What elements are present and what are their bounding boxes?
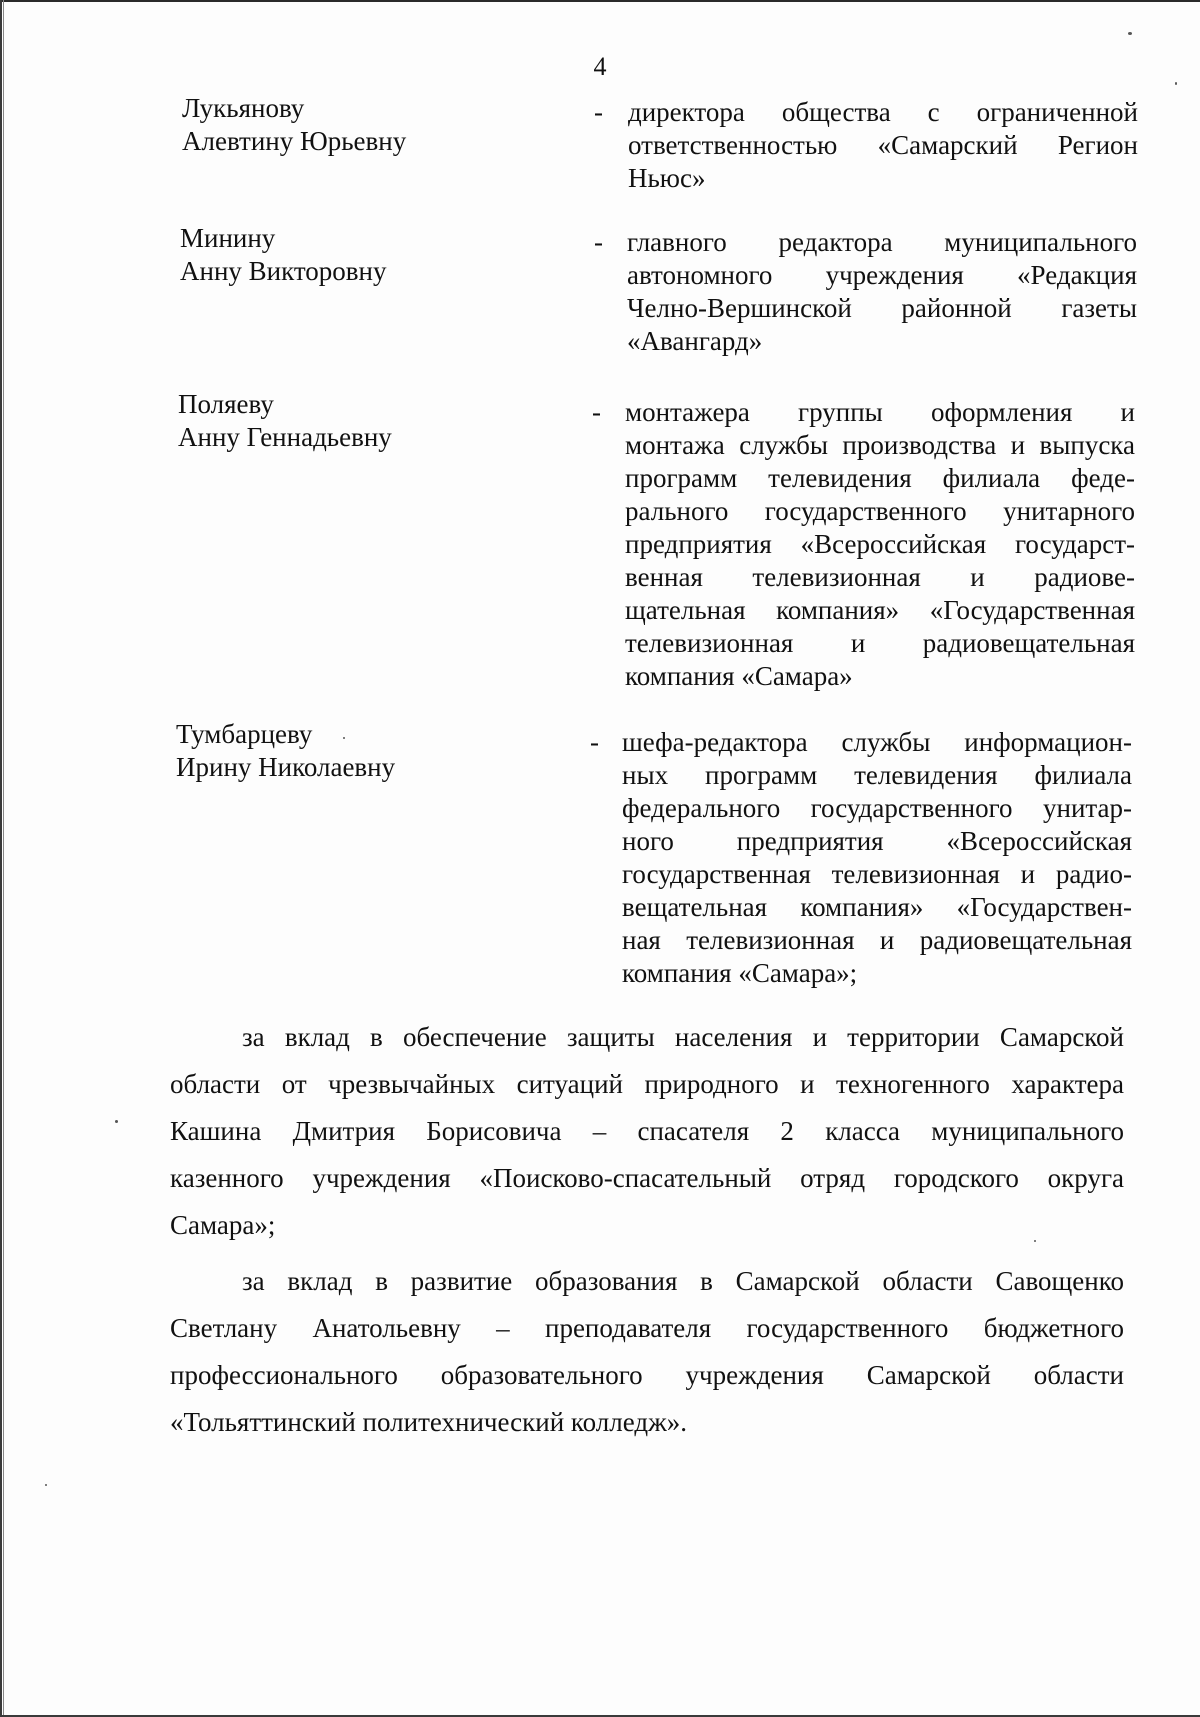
scan-speck — [1175, 82, 1177, 85]
position-line: щательная компания» «Государственная — [625, 595, 1135, 625]
position-line: Ньюс» — [628, 163, 706, 193]
entry-dash: - — [592, 397, 601, 427]
person-name — [180, 222, 387, 288]
name-line: Лукьянову — [182, 93, 305, 123]
entry-dash: - — [594, 227, 603, 257]
scan-edge-top — [0, 0, 1200, 2]
position-line: «Авангард» — [627, 326, 763, 356]
paragraph-line: профессионального образовательного учреждения Самарской области — [170, 1360, 1124, 1390]
person-name — [178, 388, 392, 454]
name-line: Анну Геннадьевну — [178, 422, 392, 452]
name-line: Поляеву — [178, 389, 274, 419]
paragraph-line: Кашина Дмитрия Борисовича – спасателя 2 класса муниципального — [170, 1116, 1124, 1146]
name-line: Тумбарцеву — [176, 719, 313, 749]
position-line: предприятия «Всероссийская государст- — [625, 529, 1135, 559]
paragraph-line: за вклад в обеспечение защиты населения и территории Самарской — [242, 1022, 1124, 1052]
position-line: компания «Самара» — [625, 661, 853, 691]
person-name — [182, 92, 406, 158]
award-paragraph — [170, 1014, 1124, 1249]
position-line: рального государственного унитарного — [625, 496, 1135, 526]
scan-speck — [45, 1484, 47, 1486]
paragraph-line: Самара»; — [170, 1210, 276, 1240]
scan-speck — [1128, 32, 1132, 35]
position-line: вещательная компания» «Государствен- — [622, 892, 1132, 922]
paragraph-line: «Тольяттинский политехнический колледж». — [170, 1407, 687, 1437]
position-line: венная телевизионная и радиове- — [625, 562, 1135, 592]
page-number: 4 — [593, 52, 607, 81]
entry-dash: - — [594, 97, 603, 127]
position-line: ных программ телевидения филиала — [622, 760, 1132, 790]
person-name — [176, 718, 395, 784]
position-line: компания «Самара»; — [622, 958, 858, 988]
scan-speck — [1034, 1240, 1036, 1242]
scan-edge-left — [0, 0, 2, 1717]
position-line: государственная телевизионная и радио- — [622, 859, 1132, 889]
name-line: Минину — [180, 223, 276, 253]
entry-dash: - — [590, 727, 599, 757]
position-line: монтажа службы производства и выпуска — [625, 430, 1135, 460]
name-line: Ирину Николаевну — [176, 752, 396, 782]
position-line: ного предприятия «Всероссийская — [622, 826, 1132, 856]
paragraph-line: за вклад в развитие образования в Самарской области Савощенко — [242, 1266, 1124, 1296]
paragraph-line: казенного учреждения «Поисково-спасательный отряд городского округа — [170, 1163, 1124, 1193]
scan-speck — [115, 1120, 118, 1123]
paragraph-line: области от чрезвычайных ситуаций природного и техногенного характера — [170, 1069, 1124, 1099]
position-line: директора общества с ограниченной — [628, 97, 1138, 127]
person-position — [622, 726, 1132, 990]
position-line: монтажера группы оформления и — [625, 397, 1135, 427]
position-line: главного редактора муниципального — [627, 227, 1137, 257]
position-line: программ телевидения филиала феде- — [625, 463, 1135, 493]
scan-edge-left-inner — [3, 0, 4, 1717]
position-line: автономного учреждения «Редакция — [627, 260, 1137, 290]
scan-speck — [343, 737, 345, 739]
award-paragraph — [170, 1258, 1124, 1446]
position-line: шефа-редактора службы информацион- — [622, 727, 1132, 757]
name-line: Алевтину Юрьевну — [182, 126, 407, 156]
paragraph-line: Светлану Анатольевну – преподавателя государственного бюджетного — [170, 1313, 1124, 1343]
person-position — [625, 396, 1135, 693]
position-line: федерального государственного унитар- — [622, 793, 1132, 823]
name-line: Анну Викторовну — [180, 256, 387, 286]
position-line: ответственностью «Самарский Регион — [628, 130, 1138, 160]
person-position — [628, 96, 1138, 195]
position-line: телевизионная и радиовещательная — [625, 628, 1135, 658]
position-line: ная телевизионная и радиовещательная — [622, 925, 1132, 955]
person-position — [627, 226, 1137, 358]
position-line: Челно-Вершинской районной газеты — [627, 293, 1137, 323]
